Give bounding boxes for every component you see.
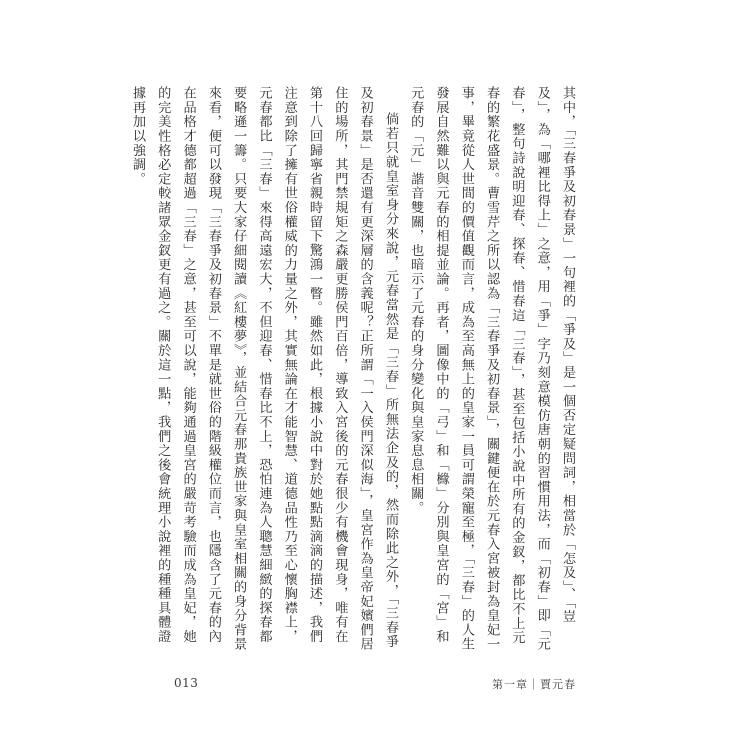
paragraph-2: 倘若只就皇室身分來說，元春當然是「三春」所無法企及的，然而除此之外，「三春爭及初春景」是否還有更深層的含義呢？正所謂「一入侯門深似海」，皇宮作為皇帝妃嬪們居住的場所，其門禁規矩之森嚴更勝侯門百倍，導致入宮後的元春很少有機會現身，唯有在第十八回歸寧省親時留下驚鴻一瞥。雖然如此，根據小說中對於她點點滴滴的描述，我們注意到除了擁有世俗權威的力量之外，其實無論在才能智慧、道德品性乃至心懷胸襟上，元春都比「三春」來得高遠宏大，不但迎春、惜春比不上，恐怕連為人聰慧細緻的探春都要略遜一籌。只要大家仔細閱讀《紅樓夢》，並結合元春那貴族世家與皇室相關的身分背景來看，便可以發現「三春爭及初春景」不單是就世俗的階級權位而言，也隱含了元春的內在品格才德都超過「三春」之意，甚至可以說，能夠通過皇宮的嚴苛考驗而成為皇妃，她的完美性格必定較諸眾金釵更有過之。關於這一點，我們之後會統理小說裡的種種具體證據再加以強調。 <box>129 86 398 652</box>
body-text <box>125 86 580 656</box>
header-separator: ｜ <box>528 678 540 691</box>
chapter-label: 第一章 <box>492 678 528 691</box>
paragraph-1: 其中，「三春爭及初春景」一句裡的「爭及」是一個否定疑問詞，相當於「怎及」、「豈及」，為「哪裡比得上」之意，用「爭」字乃刻意模仿唐朝的習慣用法，而「初春」即「元春」，整句詩說明迎春、探春、惜春這「三春」，甚至包括小說中所有的金釵，都比不上元春的繁花盛景。曹雪芹之所以認為「三春爭及初春景」，關鍵便在於元春入宮被封為皇妃一事，畢竟從人世間的價值觀而言，成為至高無上的皇家一員可謂榮寵至極，「三春」的人生發展自然難以與元春的相提並論。再者，圖像中的「弓」和「櫞」分別與皇宮的「宮」和元春的「元」諧音雙關，也暗示了元春的身分變化與皇家息息相關。 <box>408 86 575 652</box>
page-number: 013 <box>174 676 199 690</box>
running-header <box>492 676 576 692</box>
running-title: 賈元春 <box>540 678 576 691</box>
